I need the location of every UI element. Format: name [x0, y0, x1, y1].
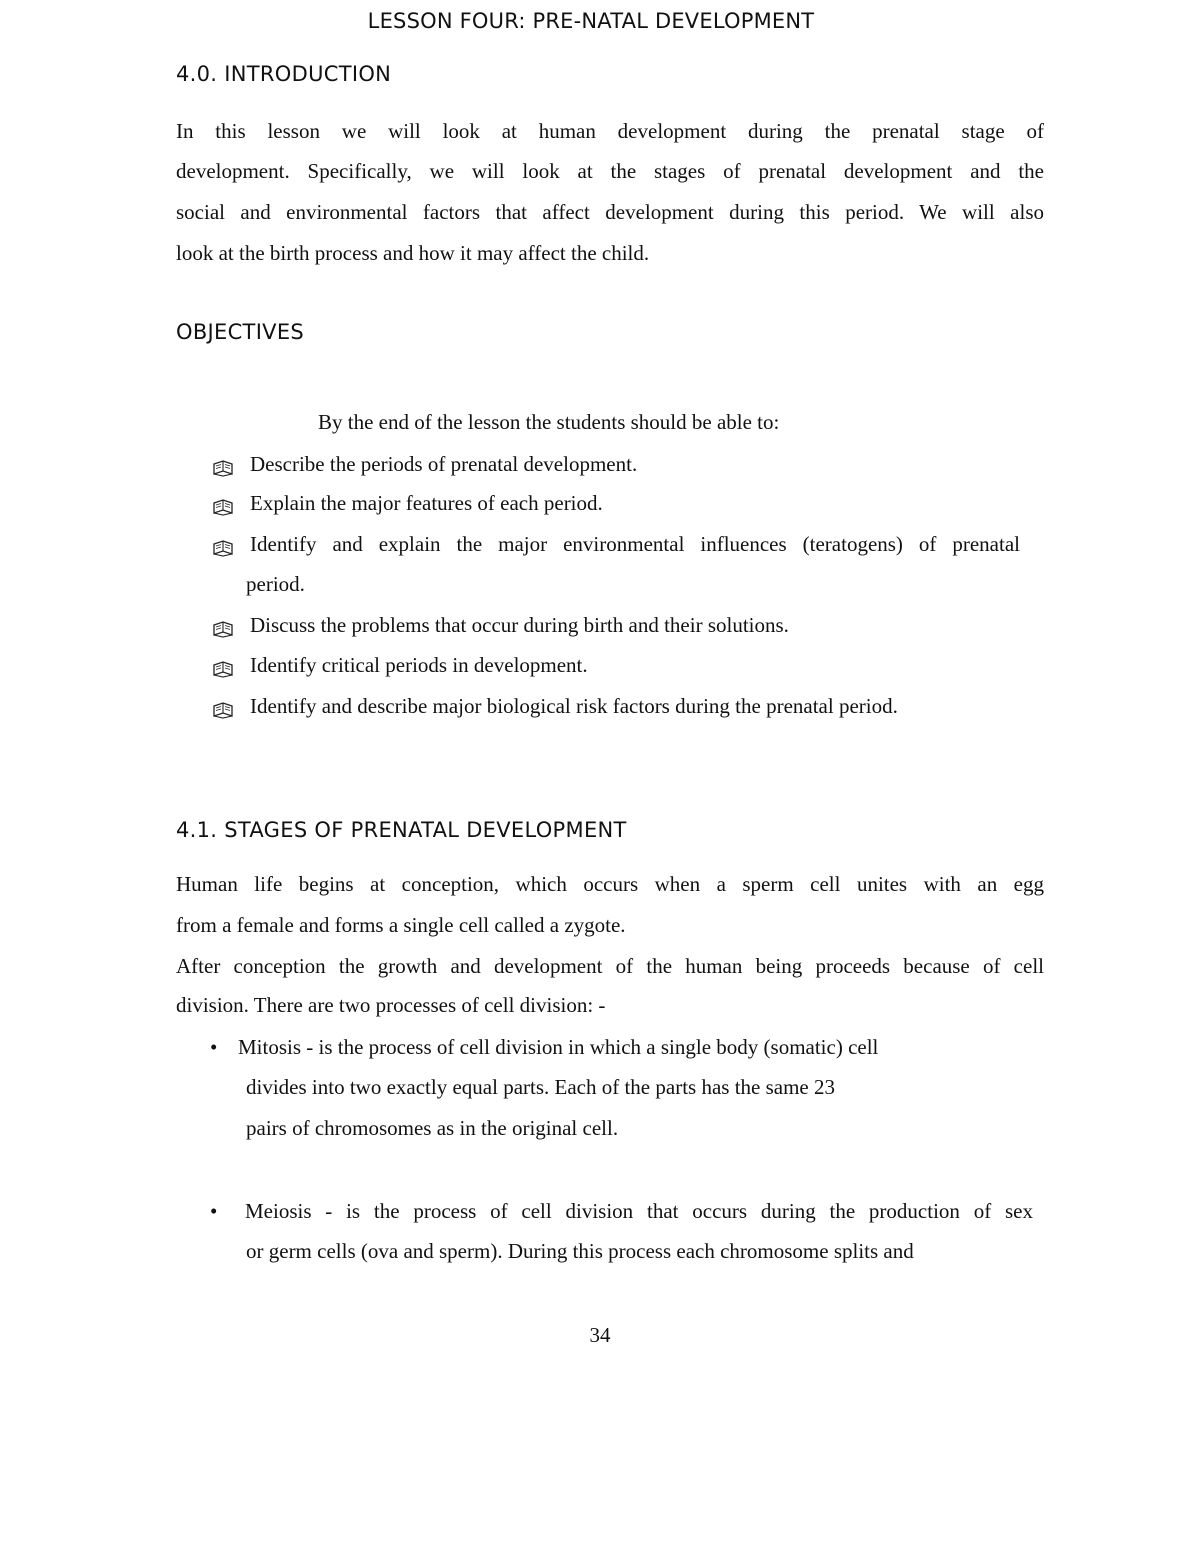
objective-text: Describe the periods of prenatal development. [250, 452, 638, 476]
open-book-icon [212, 701, 234, 719]
bullet-symbol: • [210, 1199, 218, 1223]
introduction-line: development. Specifically, we will look at the stages of prenatal development and the [176, 159, 1044, 183]
stages-paragraph-line: from a female and forms a single cell called a zygote. [176, 913, 626, 937]
objective-text: Identify critical periods in development. [250, 653, 588, 677]
open-book-icon [212, 660, 234, 678]
objective-text: Discuss the problems that occur during birth and their solutions. [250, 613, 789, 637]
stages-heading: 4.1. STAGES OF PRENATAL DEVELOPMENT [176, 818, 627, 842]
open-book-icon [212, 498, 234, 516]
open-book-icon [212, 459, 234, 477]
introduction-line: look at the birth process and how it may affect the child. [176, 241, 650, 265]
open-book-icon [212, 620, 234, 638]
stages-paragraph-line: After conception the growth and development of the human being proceeds because of cell [176, 954, 1044, 978]
introduction-heading: 4.0. INTRODUCTION [176, 62, 392, 86]
introduction-line: social and environmental factors that affect development during this period. We will also [176, 200, 1044, 224]
stages-paragraph-line: Human life begins at conception, which occurs when a sperm cell unites with an egg [176, 872, 1044, 896]
lesson-title: LESSON FOUR: PRE-NATAL DEVELOPMENT [367, 9, 815, 33]
open-book-icon [212, 539, 234, 557]
mitosis-line: divides into two exactly equal parts. Each of the parts has the same 23 [246, 1075, 835, 1099]
objectives-intro: By the end of the lesson the students should be able to: [318, 410, 780, 434]
objective-text: Identify and explain the major environmental influences (teratogens) of prenatal [250, 532, 1020, 556]
introduction-line: In this lesson we will look at human development during the prenatal stage of [176, 119, 1044, 143]
mitosis-line: Mitosis - is the process of cell division in which a single body (somatic) cell [238, 1035, 879, 1059]
objective-text: Explain the major features of each period. [250, 491, 603, 515]
mitosis-line: pairs of chromosomes as in the original cell. [246, 1116, 619, 1140]
objectives-heading: OBJECTIVES [176, 320, 305, 344]
objective-text-continuation: period. [246, 572, 305, 596]
meiosis-line: or germ cells (ova and sperm). During this process each chromosome splits and [246, 1239, 914, 1263]
stages-paragraph-line: division. There are two processes of cell division: - [176, 993, 606, 1017]
objective-text: Identify and describe major biological risk factors during the prenatal period. [250, 694, 898, 718]
bullet-symbol: • [210, 1035, 218, 1059]
meiosis-line: Meiosis - is the process of cell division that occurs during the production of sex [245, 1199, 1033, 1223]
page-number: 34 [589, 1323, 611, 1347]
